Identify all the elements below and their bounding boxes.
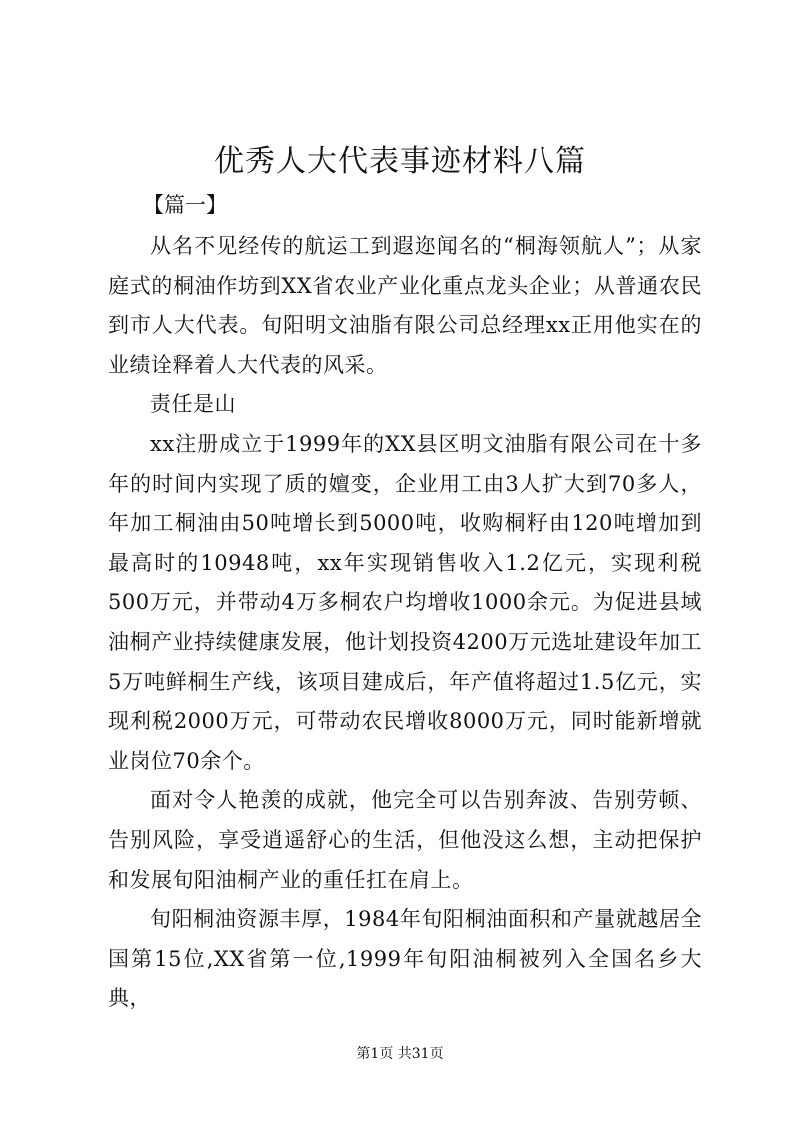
paragraph: 从名不见经传的航运工到遐迩闻名的“桐海领航人”；从家庭式的桐油作坊到XX省农业产业化重点龙头企业；从普通农民到市人大代表。旬阳明文油脂有限公司总经理xx正用他实在的业绩诠释着人大代表的风采。	[108, 234, 702, 377]
paragraph: xx注册成立于1999年的XX县区明文油脂有限公司在十多年的时间内实现了质的嬗变，企业用工由3人扩大到70多人，年加工桐油由50吨增长到5000吨，收购桐籽由120吨增加到最高时的10948吨，xx年实现销售收入1.2亿元，实现利税500万元，并带动4万多桐农户均增收1000余元。为促进县域油桐产业持续健康发展，他计划投资4200万元选址建设年加工5万吨鲜桐生产线，该项目建成后，年产值将超过1.5亿元，实现利税2000万元，可带动农民增收8000万元，同时能新增就业岗位70余个。	[108, 431, 702, 773]
document-body	[108, 227, 702, 1019]
paragraph-heading: 责任是山	[150, 392, 236, 417]
section-label: 【篇一】	[143, 193, 227, 217]
paragraph: 旬阳桐油资源丰厚，1984年旬阳桐油面积和产量就越居全国第15位,XX省第一位,1999年旬阳油桐被列入全国名乡大典，	[108, 907, 702, 1011]
document-title: 优秀人大代表事迹材料八篇	[214, 144, 586, 179]
page-footer: 第1页 共31页	[356, 1046, 444, 1062]
paragraph: 面对令人艳羡的成就，他完全可以告别奔波、告别劳顿、告别风险，享受逍遥舒心的生活，但他没这么想，主动把保护和发展旬阳油桐产业的重任扛在肩上。	[108, 788, 702, 892]
